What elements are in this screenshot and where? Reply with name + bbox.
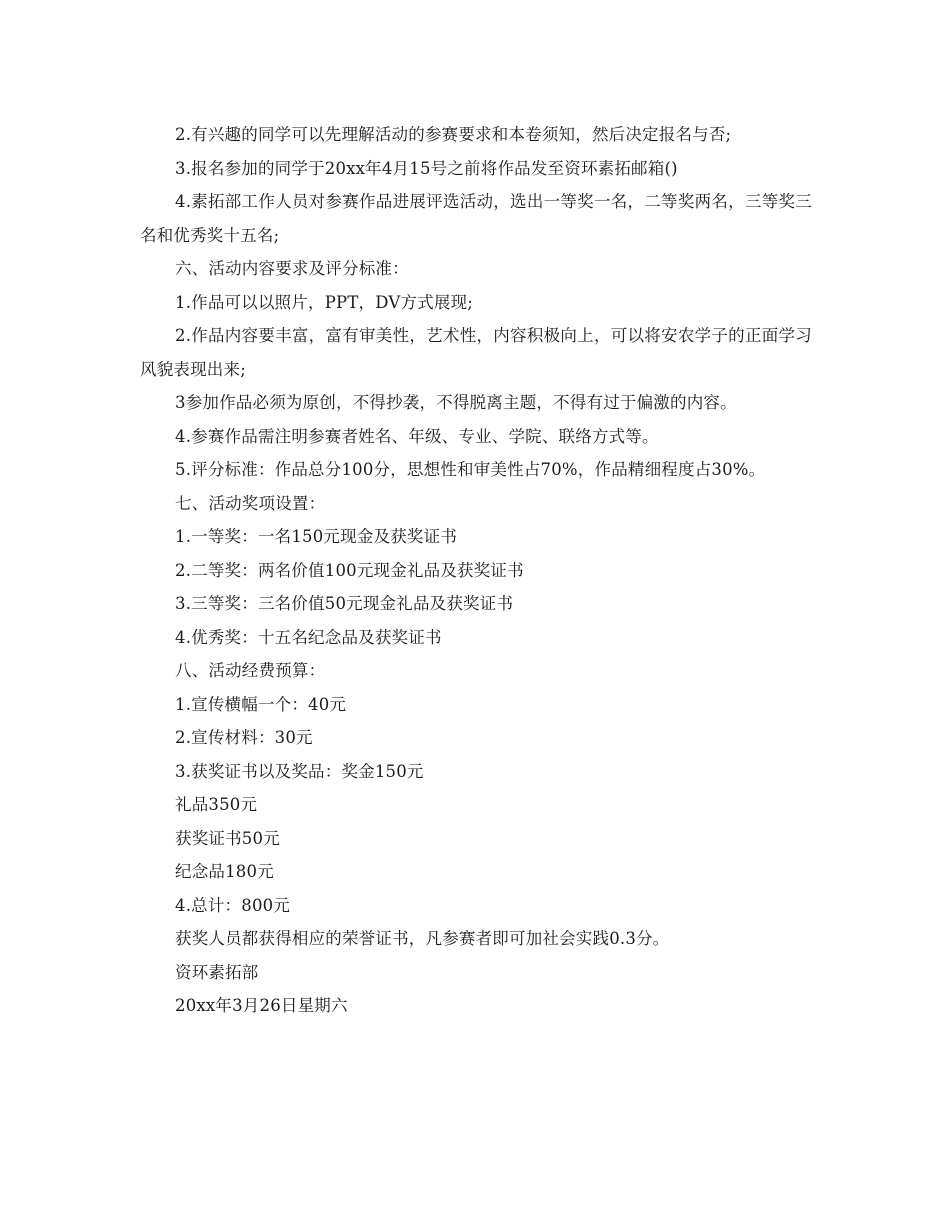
paragraph-line: 获奖证书50元 [175,828,280,848]
paragraph-line: 3.三等奖：三名价值50元现金礼品及获奖证书 [175,594,514,613]
document-body [140,118,812,1023]
section-heading: 六、活动内容要求及评分标准： [175,259,409,278]
paragraph-line: 2.作品内容要丰富，富有审美性，艺术性，内容积极向上，可以将安农学子的正面学习风貌表现出来; [140,326,812,379]
paragraph-line: 4.优秀奖：十五名纪念品及获奖证书 [175,627,442,647]
section-heading: 七、活动奖项设置： [175,493,326,513]
paragraph-line: 4.总计：800元 [175,895,291,915]
paragraph-line: 获奖人员都获得相应的荣誉证书，凡参赛者即可加社会实践0.3分。 [175,929,670,948]
paragraph-line: 4.参赛作品需注明参赛者姓名、年级、专业、学院、联络方式等。 [175,426,659,446]
paragraph-line: 5.评分标准：作品总分100分，思想性和审美性占70%，作品精细程度占30%。 [175,460,766,479]
paragraph-line: 3参加作品必须为原创，不得抄袭，不得脱离主题，不得有过于偏激的内容。 [175,393,737,412]
paragraph-line: 2.宣传材料：30元 [175,728,313,747]
paragraph-line: 2.二等奖：两名价值100元现金礼品及获奖证书 [175,560,524,580]
paragraph-line: 1.一等奖：一名150元现金及获奖证书 [175,527,458,546]
signature-department: 资环素拓部 [175,962,259,982]
paragraph-line: 4.素拓部工作人员对参赛作品进展评选活动，选出一等奖一名，二等奖两名，三等奖三名和优秀奖十五名; [140,192,812,245]
paragraph-line: 1.宣传横幅一个：40元 [175,694,347,714]
paragraph-line: 纪念品180元 [175,862,274,881]
paragraph-line: 3.获奖证书以及奖品：奖金150元 [175,761,424,781]
paragraph-line: 2.有兴趣的同学可以先理解活动的参赛要求和本卷须知，然后决定报名与否; [175,125,732,144]
signature-date: 20xx年3月26日星期六 [175,996,348,1015]
paragraph-line: 1.作品可以以照片，PPT，DV方式展现; [175,292,474,312]
section-heading: 八、活动经费预算： [175,661,326,680]
paragraph-line: 3.报名参加的同学于20xx年4月15号之前将作品发至资环素拓邮箱() [175,158,678,178]
paragraph-line: 礼品350元 [175,795,258,814]
